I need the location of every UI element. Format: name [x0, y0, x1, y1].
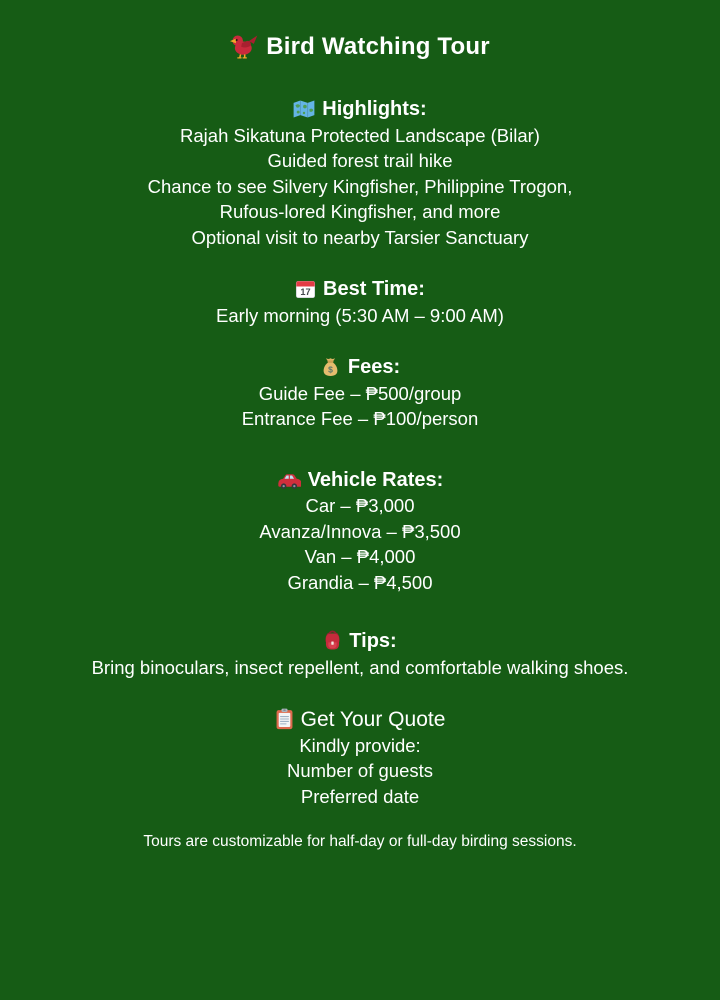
backpack-icon: [323, 629, 342, 651]
section-heading: [0, 97, 720, 123]
section-heading: [0, 707, 720, 733]
section-line: Rufous-lored Kingfisher, and more: [219, 201, 501, 222]
section-highlights: [0, 97, 720, 250]
section-line: Bring binoculars, insect repellent, and comfortable walking shoes.: [91, 656, 629, 678]
calendar-day-text: 17: [300, 287, 311, 298]
section-line: Kindly provide:: [299, 734, 421, 756]
section-tips: [0, 629, 720, 680]
section-line: Grandia – ₱4,500: [287, 571, 433, 593]
red-car-icon: [277, 471, 301, 490]
section-line: Car – ₱3,000: [305, 495, 415, 516]
clipboard-icon: [275, 708, 294, 730]
page-title: [0, 0, 720, 62]
page-title-text: Bird Watching Tour: [266, 33, 490, 60]
section-line: Avanza/Innova – ₱3,500: [259, 520, 461, 542]
calendar-icon: [295, 278, 316, 299]
world-map-icon: [293, 99, 315, 119]
section-line: Chance to see Silvery Kingfisher, Philippine Trogon,: [147, 175, 573, 197]
money-bag-icon: [320, 356, 341, 377]
section-heading-text: Get Your Quote: [300, 708, 446, 731]
section-get-your-quote: [0, 707, 720, 809]
section-line: Preferred date: [300, 785, 420, 807]
section-heading-text: Vehicle Rates:: [307, 468, 444, 491]
section-line: Rajah Sikatuna Protected Landscape (Bilar): [180, 124, 540, 146]
section-heading: [0, 468, 720, 494]
section-heading-text: Highlights:: [322, 98, 427, 120]
section-line: Optional visit to nearby Tarsier Sanctuary: [191, 226, 529, 248]
section-heading: [0, 277, 720, 303]
section-heading-text: Fees:: [347, 356, 401, 378]
red-bird-icon: [230, 33, 258, 59]
section-line: Guided forest trail hike: [267, 150, 453, 171]
footer-note: Tours are customizable for half-day or full-day birding sessions.: [143, 833, 577, 850]
section-line: Guide Fee – ₱500/group: [258, 382, 462, 404]
section-line: Van – ₱4,000: [304, 546, 416, 567]
section-fees: [0, 355, 720, 432]
section-vehicle-rates: [0, 468, 720, 596]
section-heading: [0, 629, 720, 655]
section-heading: [0, 355, 720, 381]
section-best-time: [0, 277, 720, 328]
section-line: Number of guests: [286, 760, 433, 781]
section-heading-text: Best Time:: [323, 278, 425, 300]
section-line: Entrance Fee – ₱100/person: [241, 408, 479, 429]
dollar-sign-text: $: [328, 364, 333, 375]
section-heading-text: Tips:: [349, 630, 397, 652]
section-line: Early morning (5:30 AM – 9:00 AM): [216, 304, 504, 326]
